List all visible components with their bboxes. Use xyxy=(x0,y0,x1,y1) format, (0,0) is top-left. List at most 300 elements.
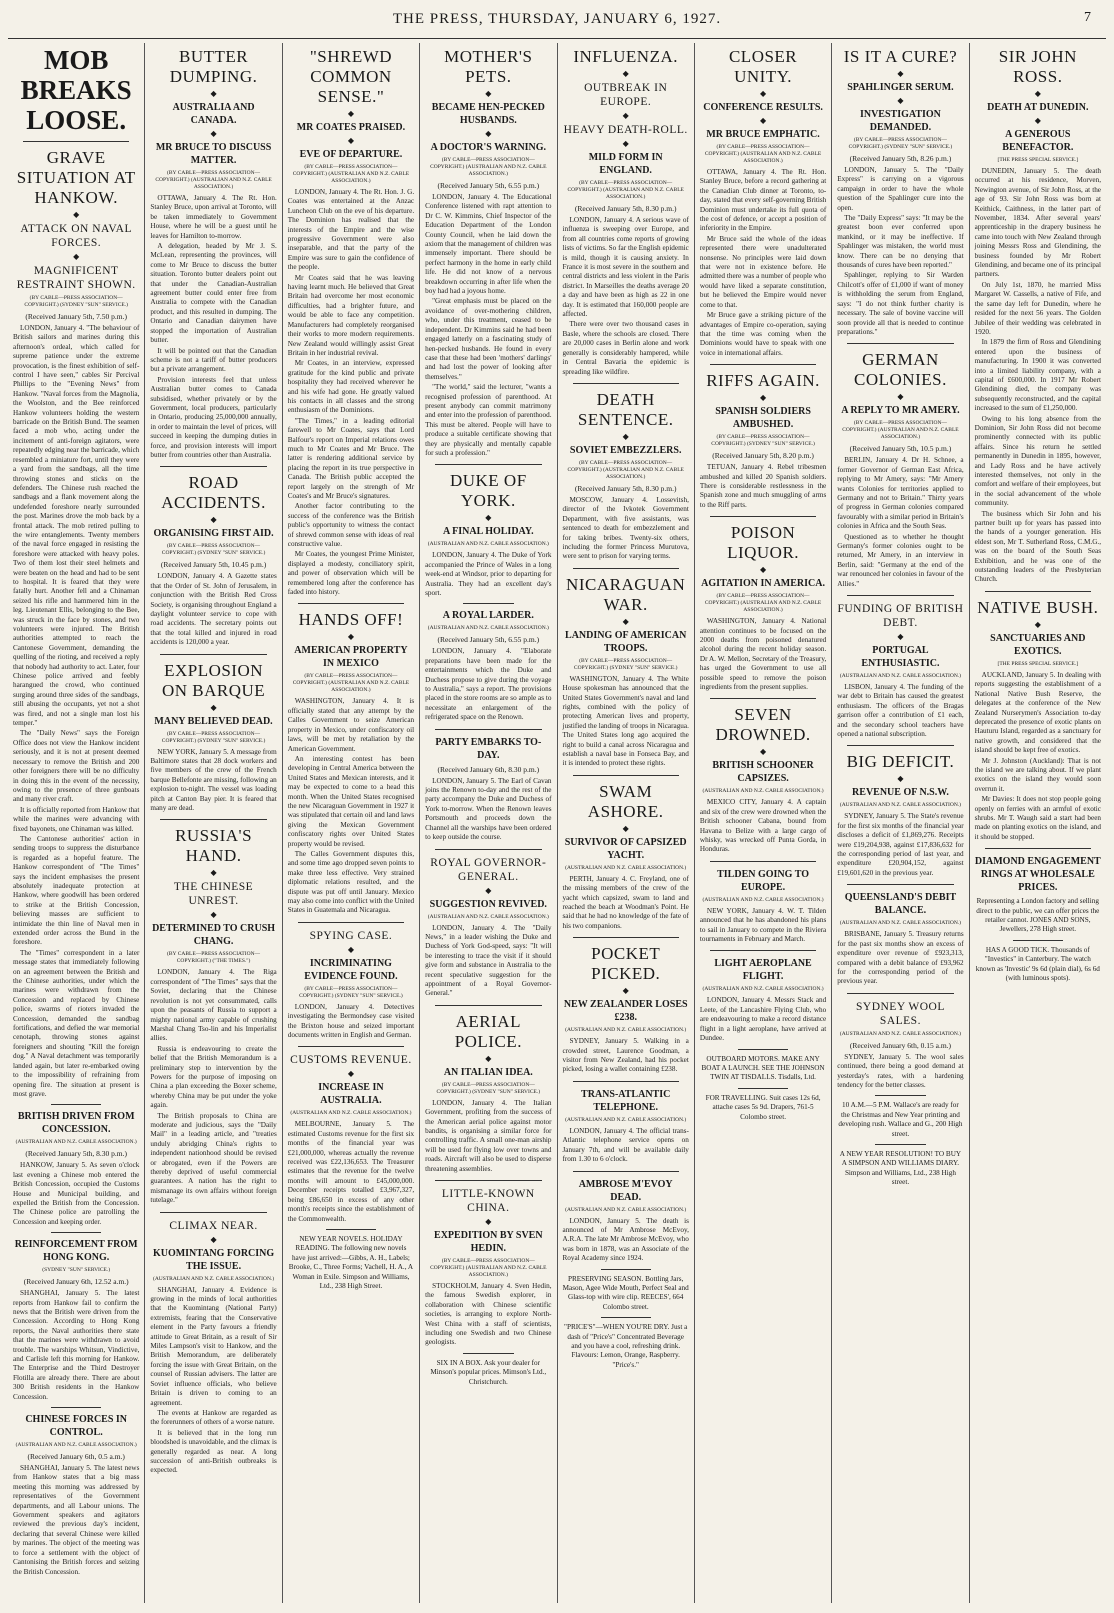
article-paragraph: LONDON, January 4. The Rt. Hon. J. G. Coates was entertained at the Anzac Luncheon Club on the eve of his departure. The Dominion has realised that the interests of the Empire and the wise progressive Government were also inseparable, and that the party of the Empire was sure to gain the confidence of the people. xyxy=(287,188,415,272)
advertisement-text: "PRICE'S"—WHEN YOU'RE DRY. Just a dash of "Price's" Concentrated Beverage and you have a cool, refreshing drink. Flavours: Lemon, Orange, Raspberry. "Price's." xyxy=(564,1323,688,1369)
received-line: (Received January 5th, 10.5 p.m.) xyxy=(849,444,952,454)
agency-credit: (AUSTRALIAN AND N.Z. CABLE ASSOCIATION.) xyxy=(427,541,549,548)
subheading: CONFERENCE RESULTS. xyxy=(703,102,823,113)
subheading: INVESTIGATION DEMANDED. xyxy=(859,109,941,133)
section-ornament-icon: ◆ xyxy=(485,129,492,138)
article-paragraph: Spahlinger, replying to Sir Warden Chilcott's offer of £1,000 if want of money is withholding the serum from England, says: "I do not think further charity is necessary. The sale of bovine vaccine will soon provide all that is needed to continue preparations." xyxy=(837,271,964,336)
headline: NICARAGUAN WAR. xyxy=(566,574,686,614)
agency-credit: (BY CABLE—PRESS ASSOCIATION—COPYRIGHT.) (SYDNEY "SUN" SERVICE.) xyxy=(711,434,815,448)
column-rule xyxy=(573,775,679,776)
subheadline: LITTLE-KNOWN CHINA. xyxy=(441,1188,535,1214)
advertisement-text: PRESERVING SEASON. Bottling Jars, Mason, Agee Wide Mouth, Perfect Seal and Glass-top with wire clip. REECES', 664 Colombo street. xyxy=(562,1274,689,1311)
article-paragraph: "The Times," in a leading editorial farewell to Mr Coates, says that Lord Balfour's report on Imperial relations owes much to Mr Coates and Mr Bruce. The latter is rendering additional service by placing the report in its true perspective in Canada. The British public accepted the report largely on the strength of Mr Coates's and Mr Bruce's signatures. xyxy=(287,416,415,500)
article-paragraph: LONDON, January 4. The official trans-Atlantic telephone service opens on January 7th, and will be available daily from 1.30 to 6 o'clock. xyxy=(562,1126,689,1164)
column-rule xyxy=(738,1049,788,1050)
column-rule xyxy=(601,1317,651,1318)
article-paragraph: The events at Hankow are regarded as the forerunners of others of a worse nature. xyxy=(150,1408,277,1427)
agency-credit: (BY CABLE—PRESS ASSOCIATION—COPYRIGHT.) (AUSTRALIAN AND N.Z. CABLE ASSOCIATION.) xyxy=(842,420,959,441)
agency-credit: (AUSTRALIAN AND N.Z. CABLE ASSOCIATION.) xyxy=(839,1030,962,1037)
subheading: A ROYAL LARDER. xyxy=(442,610,534,622)
column-rule xyxy=(710,364,816,365)
received-line: (Received January 6th, 0.5 a.m.) xyxy=(27,1452,125,1462)
received-line: (Received January 5th, 8.20 p.m.) xyxy=(712,451,814,461)
section-ornament-icon: ◆ xyxy=(1034,619,1041,629)
subheadline: MAGNIFICENT RESTRAINT SHOWN. xyxy=(16,265,136,291)
subheading: EXPEDITION BY SVEN HEDIN. xyxy=(434,1230,543,1254)
article-paragraph: The British proposals to China are moderate and judicious, says the "Daily Mail" in a leading article, and "treaties unduly abridging China's rights to independent nationhood should be revised or abrogated, even if the Powers are thereby deprived of useful commercial guarantees. A nation has the right to mismanage its own affairs without foreign tutelage." xyxy=(150,1111,277,1205)
section-ornament-icon: ◆ xyxy=(485,1053,492,1063)
subheading: MR COATES PRAISED. xyxy=(296,122,406,133)
subheading: SPAHLINGER SERUM. xyxy=(847,82,954,93)
agency-credit: (AUSTRALIAN AND N.Z. CABLE ASSOCIATION.) xyxy=(839,802,962,809)
subheading: SANCTUARIES AND EXOTICS. xyxy=(990,632,1086,657)
article-paragraph: It is officially reported from Hankow that while the marines were advancing with fixed bayonets, one Chinaman was killed. xyxy=(13,805,140,833)
section-ornament-icon: ◆ xyxy=(897,392,904,402)
column-rule xyxy=(435,1180,541,1181)
article-paragraph: PERTH, January 4. C. Freyland, one of the missing members of the crew of the yacht which capsized, swam to land and reached the beach at Woodman's Point. He said that he had no knowledge of the fate of his two companions. xyxy=(562,874,689,930)
agency-credit: (AUSTRALIAN AND N.Z. CABLE ASSOCIATION.) xyxy=(565,1206,687,1213)
column-rule xyxy=(710,950,816,951)
article-paragraph: Mr Coates said that he was leaving having learnt much. He believed that Great Britain had overcome her most economic difficulties, had a brighter future, and would be able to face any competition. Manufacturers had completely reorganised their works to more modern requirements. New Zealand would willingly assist Great Britain in her industrial revival. xyxy=(287,273,415,357)
subheadline: CUSTOMS REVENUE. xyxy=(290,1054,412,1067)
subheading: DIAMOND ENGAGEMENT RINGS AT WHOLESALE PRICES. xyxy=(974,856,1101,894)
article-paragraph: The Cantonese authorities' action in sending troops to suppress the disturbance is regarded as a hopeful feature. The Hankow correspondent of "The Times" says the incident emphasises the present absolutely inadequate protection at Hankow, where goodwill has been ordered to strike at the British Concession, believing masses are sufficient to intimidate the thin line of Naval men in extended order across the Bund in the foreshore. xyxy=(13,834,140,947)
article-paragraph: SYDNEY, January 5. The wool sales continued, there being a good demand at yesterday's rates, with a hardening tendency for the better classes. xyxy=(837,1052,964,1089)
column-rule xyxy=(601,1269,651,1270)
article-paragraph: Mr Davies: It does not stop people going openly on ferries with an armful of exotic shrubs. Mr T. Waugh said a start had been made on planting exotics on the island, and it should be stopped. xyxy=(974,795,1101,841)
advertisement-text: OUTBOARD MOTORS. MAKE ANY BOAT A LAUNCH. SEE THE JOHNSON TWIN AT TISDALLS. Tisdalls, Ltd. xyxy=(701,1054,825,1082)
subheading: KUOMINTANG FORCING THE ISSUE. xyxy=(152,1247,275,1272)
subheading: LANDING OF AMERICAN TROOPS. xyxy=(565,629,687,654)
article-paragraph: OTTAWA, January 4. The Rt. Hon. Stanley Bruce, upon arrival at Toronto, will be taken immediately to Government House, where he will be a guest until he leaves for Hamilton to-morrow. xyxy=(150,194,277,240)
column-rule xyxy=(573,937,679,938)
column-rule xyxy=(51,1232,101,1233)
advertisement-text: SIX IN A BOX. Ask your dealer for Minson's popular prices. Mimson's Ltd., Christchurch. xyxy=(430,1358,547,1386)
column-rule xyxy=(847,884,953,885)
headline: GERMAN COLONIES. xyxy=(854,350,947,390)
column-rule xyxy=(160,466,266,467)
article-paragraph: OTTAWA, January 4. The Rt. Hon. Stanley Bruce, before a record gathering at the Canadian Club dinner at Toronto, to-day, stated that every self-governing British Dominion must undertake its full quota of the cost of defence, or accept a position of inferiority in the Empire. xyxy=(699,168,827,233)
agency-credit: (BY CABLE—PRESS ASSOCIATION—COPYRIGHT.) (SYDNEY "SUN" SERVICE.) xyxy=(573,657,678,671)
subheading: A GENEROUS BENEFACTOR. xyxy=(1002,129,1074,153)
news-column-8 xyxy=(970,43,1106,1603)
article-paragraph: On July 1st, 1870, he married Miss Margaret W. Cassells, a native of Fife, and the same day left for Dunedin, where he resided for the next 56 years. The Golden Jubilee of their wedding was celebrated in 1920. xyxy=(974,280,1101,336)
section-ornament-icon: ◆ xyxy=(485,89,492,98)
agency-credit: (BY CABLE—PRESS ASSOCIATION—COPYRIGHT.) (SYDNEY "SUN" SERVICE.) xyxy=(161,543,266,557)
article-paragraph: TETUAN, January 4. Rebel tribesmen ambushed and killed 20 Spanish soldiers. There is considerable restlessness in the Spanish zone and much smuggling of arms to the Riff parts. xyxy=(699,463,827,509)
advertisement-text: A NEW YEAR RESOLUTION! TO BUY A SIMPSON AND WILLIAMS DIARY. Simpson and Williams, Ltd., 238 High street. xyxy=(839,1149,962,1187)
section-ornament-icon: ◆ xyxy=(622,139,629,148)
subheading: MILD FORM IN ENGLAND. xyxy=(588,152,663,176)
received-line: (Received January 6th, 8.30 p.m.) xyxy=(437,764,540,774)
article-paragraph: There were over two thousand cases in Basle, where the schools are closed. There are 20,000 cases in Berlin alone and work generally is considerably hampered, while in Central Bavaria the epidemic is spreading like wildfire. xyxy=(562,320,689,376)
received-line: (Received January 5th, 6.55 p.m.) xyxy=(437,635,540,645)
agency-credit: (AUSTRALIAN AND N.Z. CABLE ASSOCIATION.) xyxy=(702,986,824,993)
column-rule xyxy=(573,383,679,384)
article-paragraph: SYDNEY, January 5. Walking in a crowded street, Laurence Goodman, a visitor from New Zealand, had his pocket picked, losing a wallet containing £238. xyxy=(562,1037,689,1074)
section-ornament-icon: ◆ xyxy=(897,69,904,78)
column-rule xyxy=(847,993,953,994)
received-line: (Received January 6th, 0.15 a.m.) xyxy=(849,1040,952,1050)
agency-credit: (AUSTRALIAN AND N.Z. CABLE ASSOCIATION.) xyxy=(839,920,962,927)
section-ornament-icon: ◆ xyxy=(897,632,904,641)
subheading: BECAME HEN-PECKED HUSBANDS. xyxy=(431,102,545,126)
section-ornament-icon: ◆ xyxy=(210,868,217,878)
section-ornament-icon: ◆ xyxy=(210,910,217,920)
column-rule xyxy=(298,922,404,923)
article-paragraph: BRISBANE, January 5. Treasury returns for the past six months show an excess of expenditure over revenue of £923,313, compared with a debit balance of £93,962 for the corresponding period of the previous year. xyxy=(837,930,964,986)
advertisement-text: Representing a London factory and selling direct to the public, we can offer prices the retailer cannot. JONES AND SONS, Jewellers, 278 High street. xyxy=(976,897,1100,934)
subheading: PORTUGAL ENTHUSIASTIC. xyxy=(861,645,940,669)
article-paragraph: LONDON, January 5. The "Daily Express" is carrying on a vigorous campaign in order to have the whole question of the Spahlinger cure into the open. xyxy=(837,166,964,212)
article-paragraph: LONDON, January 4. A serious wave of influenza is sweeping over Europe, and from all countries come reports of growing lists of victims. So far the English epidemic is mild, though it is causing anxiety. In France it is most severe in the southern and central districts and less violent in the Paris district. In Marseilles the deaths average 20 a day and have been as high as 22 in one day. It is estimated that 160,000 people are affected. xyxy=(562,216,689,319)
subheading: ORGANISING FIRST AID. xyxy=(153,528,274,540)
subheading: REINFORCEMENT FROM HONG KONG. xyxy=(14,1239,138,1264)
section-ornament-icon: ◆ xyxy=(210,1234,217,1244)
section-ornament-icon: ◆ xyxy=(622,431,629,441)
column-rule xyxy=(435,849,541,850)
headline: DEATH SENTENCE. xyxy=(577,389,674,429)
received-line: (Received January 5th, 7.50 p.m.) xyxy=(25,312,127,321)
headline: EXPLOSION ON BARQUE xyxy=(161,660,266,700)
headline: "SHREWD COMMON SENSE." xyxy=(309,47,393,106)
headline: MOB BREAKS LOOSE. xyxy=(20,45,132,135)
section-ornament-icon: ◆ xyxy=(622,823,629,833)
subheading: CHINESE FORCES IN CONTROL. xyxy=(25,1414,128,1439)
section-ornament-icon: ◆ xyxy=(622,616,629,626)
article-paragraph: LONDON, January 4. Detectives investigating the Bermondsey case visited the Brixton house and seized important documents written in English and German. xyxy=(287,1002,415,1040)
headline: BIG DEFICIT. xyxy=(846,752,955,772)
agency-credit: (BY CABLE—PRESS ASSOCIATION—COPYRIGHT.) (SYDNEY "SUN" SERVICE.) xyxy=(299,985,403,999)
section-ornament-icon: ◆ xyxy=(347,944,355,954)
section-ornament-icon: ◆ xyxy=(622,69,629,78)
agency-credit: (AUSTRALIAN AND N.Z. CABLE ASSOCIATION.) xyxy=(565,864,687,871)
article-paragraph: Mr Coates, the youngest Prime Minister, displayed a modesty, conciliatory spirit, and power of observation which will be remembered long after the conference has faded into history. xyxy=(287,550,415,597)
agency-credit: (BY CABLE—PRESS ASSOCIATION—COPYRIGHT.) (AUSTRALIAN AND N.Z. CABLE ASSOCIATION.) xyxy=(704,144,822,164)
column-rule xyxy=(160,654,266,655)
article-paragraph: MOSCOW, January 4. Lossevitsh, director of the Ivkotek Government Department, with five assistants, was sentenced to death for embezzlement and for taking bribes. Twenty-six others, including the former Princess Murutova, were sent to prison for varying terms. xyxy=(562,495,689,561)
column-rule xyxy=(847,595,953,596)
article-paragraph: The "Daily Express" says: "It may be the greatest boon ever conferred upon mankind, or it may be ineffective. If Spahlinger was mistaken, the world must know. There can be no denying that thousands of cures have been reported." xyxy=(837,214,964,270)
news-column-5 xyxy=(558,43,695,1603)
section-ornament-icon: ◆ xyxy=(347,136,355,145)
masthead xyxy=(8,0,1106,39)
subheadline: ROYAL GOVERNOR-GENERAL. xyxy=(430,856,547,883)
article-paragraph: SHANGHAI, January 4. Evidence is growing in the minds of local authorities that the Kuomintang (National Party) extremists, fearing that the Conservative element in the Party favours a friendly attitude to Great Britain, as a result of Sir Miles Lampson's visit to Hankow, and the British Memorandum, are deliberately forcing the issue with Great Britain, on the counsel of Russian advisers. The latter are Soviet influence officials, who believe Britain is driven to coming to an agreement. xyxy=(150,1285,277,1407)
agency-credit: (AUSTRALIAN AND N.Z. CABLE ASSOCIATION.) xyxy=(427,625,549,632)
subheadline: CLIMAX NEAR. xyxy=(169,1219,258,1232)
column-rule xyxy=(875,1095,925,1096)
subheading: SOVIET EMBEZZLERS. xyxy=(569,444,682,456)
agency-credit: (BY CABLE—PRESS ASSOCIATION—COPYRIGHT.) (SYDNEY "SUN" SERVICE.) xyxy=(436,1081,541,1095)
section-ornament-icon: ◆ xyxy=(622,111,629,120)
headline: RIFFS AGAIN. xyxy=(706,371,820,391)
column-rule xyxy=(710,698,816,699)
article-paragraph: SHANGHAI, January 5. The latest news from Hankow states that a big mass meeting this morning was addressed by representatives of the Government departments, and all Labour unions. The Government speakers and agitators reviewed the previous day's incident, declaring that several Chinese were killed by marines. The object of the meeting was to force a settlement with the object of Cantonising the British forces and seizing the British Concession. xyxy=(13,1464,140,1576)
agency-credit: (BY CABLE—PRESS ASSOCIATION—COPYRIGHT.) (AUSTRALIAN AND N.Z. CABLE ASSOCIATION.) xyxy=(567,459,684,480)
agency-credit: (BY CABLE—PRESS ASSOCIATION—COPYRIGHT.) (AUSTRALIAN AND N.Z. CABLE ASSOCIATION.) xyxy=(430,157,547,177)
article-paragraph: LISBON, January 4. The funding of the war debt to Britain has caused the greatest enthusiasm. The officers of the Bragas garrison offer a contribution of £1 each, and the secondary school teachers have opened a national subscription. xyxy=(837,683,964,739)
column-rule xyxy=(23,141,129,142)
received-line: (Received January 5th, 8.30 p.m.) xyxy=(574,204,677,213)
headline: CLOSER UNITY. xyxy=(728,47,798,86)
column-rule xyxy=(51,1407,101,1408)
headline: AERIAL POLICE. xyxy=(454,1011,522,1051)
column-rule xyxy=(710,516,816,517)
received-line: (Received January 5th, 6.55 p.m.) xyxy=(437,181,540,190)
subheading: AUSTRALIA AND CANADA. xyxy=(172,102,255,126)
subheading: AMERICAN PROPERTY IN MEXICO xyxy=(294,645,408,670)
column-rule xyxy=(847,745,953,746)
subheading: INCRIMINATING EVIDENCE FOUND. xyxy=(304,957,398,982)
subheading: BRITISH SCHOONER CAPSIZES. xyxy=(712,760,814,785)
advertisement-text: 10 A.M.—5 P.M. Wallace's are ready for the Christmas and New Year printing and developing rush. Wallace and G., 200 High street. xyxy=(838,1101,963,1138)
headline: DUKE OF YORK. xyxy=(449,471,527,511)
agency-credit: (AUSTRALIAN AND N.Z. CABLE ASSOCIATION.) xyxy=(15,1442,137,1449)
headline: SEVEN DROWNED. xyxy=(715,705,811,745)
page-number: 7 xyxy=(1084,10,1092,25)
headline: INFLUENZA. xyxy=(573,47,678,66)
received-line: (Received January 5th, 8.30 p.m.) xyxy=(25,1149,127,1159)
article-paragraph: LONDON, January 4. The "Daily News," in a leader wishing the Duke and Duchess of York God-speed, says: "It will be interesting to trace the visit if it should give form and substance in Australia to the recent speculative suggestion for the appointment of a Royal Governor-General." xyxy=(425,923,552,998)
agency-credit: (BY CABLE—PRESS ASSOCIATION—COPYRIGHT.) (AUSTRALIAN AND N.Z. CABLE ASSOCIATION.) xyxy=(567,180,684,200)
article-paragraph: An interesting contest has been developing in Central America between the United States and Mexican interests, and it may be expected to come to a head this month. When the United States recognised the new Nicaraguan Government in 1927 it was stipulated that certain oil and land laws giving the Mexican Government confiscatory rights over United States property would be revised. xyxy=(287,754,415,848)
subheadline: HEAVY DEATH-ROLL. xyxy=(563,124,688,136)
agency-credit: (AUSTRALIAN AND N.Z. CABLE ASSOCIATION.) xyxy=(565,1116,687,1123)
subheadline: OUTBREAK IN EUROPE. xyxy=(584,82,668,108)
column-rule xyxy=(160,819,266,820)
headline: SWAM ASHORE. xyxy=(587,781,664,821)
headline: SIR JOHN ROSS. xyxy=(998,47,1077,86)
subheading: AN ITALIAN IDEA. xyxy=(443,1066,533,1078)
article-paragraph: Another factor contributing to the success of the conference was the British public's opportunity to witness the contact of shrewd common sense with ideas of real constructive value. xyxy=(287,502,415,549)
subheading: SPANISH SOLDIERS AMBUSHED. xyxy=(715,406,811,431)
subheading: MANY BELIEVED DEAD. xyxy=(154,715,273,727)
article-paragraph: Provision interests feel that unless Australian butter comes to Canada subsidised, whether privately or by the Government, local producers, particularly in Ontario, producing 25,000,000 annually, in order to maintain the level of prices, will succeed in keeping the dumping duties in force, and provision interests will import butter from countries other than Australia. xyxy=(150,375,277,459)
article-paragraph: The business which Sir John and his partner built up for years has passed into the hands of a younger generation. His eldest son, Mr T. Sutherland Ross, C.M.G., was on the board of the South Seas Exhibition, and he was one of the outstanding leaders of the Presbyterian Church. xyxy=(974,509,1101,584)
section-ornament-icon: ◆ xyxy=(210,515,217,525)
section-ornament-icon: ◆ xyxy=(897,96,904,105)
column-rule xyxy=(298,603,404,604)
article-paragraph: WASHINGTON, January 4. National attention continues to be focused on the 2000 deaths from poisoned denatured alcohol during the recent holiday season. Dr A. W. Mellon, Secretary of the Treasury, has urged the Government to use all possible speed to remove the poison ingredients from the present supplies. xyxy=(699,617,827,691)
agency-credit: (BY CABLE—PRESS ASSOCIATION—COPYRIGHT.) (AUSTRALIAN AND N.Z. CABLE ASSOCIATION.) xyxy=(292,164,410,184)
news-column-3 xyxy=(283,43,420,1603)
article-paragraph: LONDON, January 4. "The behaviour of British sailors and marines during this afternoon's ordeal, which called for supreme patience under the extreme provocation, is the finest exhibition of self-control I have seen," cables Sir Percival Phillips to the "Evening News" from Hankow. "Naval forces from the Magnolia, the Woolston, and the Bee reinforced Hankow volunteers holding the western barricade on the British Bund. The seamen faced a mob who, acting under the incitement of anti-foreign agitators, were repeatedly edging near the barricade, which resembled a miniature fort, until they were a yard from the sandbags, all the time throwing stones and sticks on the defenders. The Chinese rush reached the sandbags and a flank movement along the undefended foreshore nearly surrounded the post. Marines drove the mob back by a frontal attack. The mob retired pulling to the wire entanglements. Twenty members of the naval force engaged in resisting the foreshore were attacked with heavy poles. Two of them lost their steel helmets and were beaten on the head and had to be sent to hospital. It is feared that they were fatally hurt. Another fell and a Chinaman seized his rifle and hammered him in the leg. Lieutenant Ellis, belonging to the Bee, was struck in the face by stones, and two volunteers were injured. The British authorities attempted to reach the Cantonese Government, demanding the quelling of the rioting, and received a reply that nobody had authority to act. Later, four Chinese police arrived and feebly harangued the crowd, who continued surging around three sides of the sandbags, still abusing the occupants, yet not a shot was fired, and not a single man lost his temper." xyxy=(13,324,140,728)
column-rule xyxy=(51,1104,101,1105)
subheading: EVE OF DEPARTURE. xyxy=(299,149,403,160)
section-ornament-icon: ◆ xyxy=(73,210,80,219)
article-paragraph: HANKOW, January 5. As seven o'clock last evening a Chinese mob entered the British Concession, occupied the Customs House and Municipal building, and expelled the British from the Concession. The Chinese police are patrolling the Concession and keeping order. xyxy=(13,1161,140,1226)
subheading: TILDEN GOING TO EUROPE. xyxy=(717,868,809,893)
article-paragraph: Mr Bruce said the whole of the ideas represented there were unadulterated nonsense. No principles were laid down that were not in existence before. He admitted there was a number of people who would have liked a separate constitution, but he believed the Empire would never come to that. xyxy=(699,234,827,309)
article-paragraph: STOCKHOLM, January 4. Sven Hedin, the famous Swedish explorer, in collaboration with Chinese scientific societies, is arranging to explore North-West China with a staff of scientists, including one Swedish and two Chinese geologists. xyxy=(425,1282,552,1347)
column-rule xyxy=(463,1353,513,1354)
agency-credit: (BY CABLE—PRESS ASSOCIATION—COPYRIGHT.) (SYDNEY "SUN" SERVICE.) xyxy=(24,295,128,308)
headline: POISON LIQUOR. xyxy=(727,523,800,563)
news-column-6 xyxy=(695,43,832,1603)
section-ornament-icon: ◆ xyxy=(210,89,217,98)
article-paragraph: LONDON, January 4. A Gazette states that the Order of St. John of Jerusalem, in conjunction with the British Red Cross Society, is organising throughout England a daylight volunteer service to cope with road accidents. The secretary points out that the total killed and injured in road accidents is 120,000 a year. xyxy=(150,572,277,647)
headline: RUSSIA'S HAND. xyxy=(175,826,253,866)
article-paragraph: AUCKLAND, January 5. In dealing with reports suggesting the establishment of a National Native Bush Reserve, the delegates at the conference of the New Zealand Nurserymen's Association to-day deprecated the presence of exotic plants on Hauturu Island, regarded as a sanctuary for native growth, and considered that the island should be kept free of exotics. xyxy=(974,670,1101,755)
article-paragraph: Questioned as to whether he thought Germany's former colonies ought to be returned, Mr Amery, in an interview in Berlin, said: "Germany at the end of the war renounced her colonies in favour of the Allies." xyxy=(837,532,964,588)
article-paragraph: Russia is endeavouring to create the belief that the British Memorandum is a preliminary step to intervention by the Powers for the purpose of imposing on China a plan exceeding the Boxer scheme, whereby China may be put under the yoke again. xyxy=(150,1044,277,1110)
received-line: (Received January 5th, 8.30 p.m.) xyxy=(574,483,677,493)
section-ornament-icon: ◆ xyxy=(347,109,355,118)
article-paragraph: The "Times" correspondent in a later message states that immediately following on an agreement between the British and the Chinese authorities, under which the marines were withdrawn from the Concession and replaced by Chinese police, swarms of rioters invaded the Concession, demanded the sandbag fortifications, and defied the war memorial cenotaph, throwing stones against foreigners and shouting "Kill the foreign dog." A Naval detachment was temporarily landed again, but later re-embarked owing to the impossibility of refraining from opening fire. The situation at present is most grave. xyxy=(13,948,140,1098)
received-line: (Received January 6th, 12.52 a.m.) xyxy=(23,1277,129,1287)
subheading: DEATH AT DUNEDIN. xyxy=(987,102,1089,113)
article-paragraph: NEW YORK, January 5. A message from Baltimore states that 28 dock workers and five members of the crew of the French barque Bellefonte are missing, following an explosion to-night. The vessel was loading pitch at Canton Bay pier. It is feared that many are dead. xyxy=(150,747,277,813)
article-paragraph: Mr Bruce gave a striking picture of the advantages of Empire co-operation, saying that the time was coming when the Dominions would have to speak with one voice in international affairs. xyxy=(699,311,827,357)
article-paragraph: MELBOURNE, January 5. The estimated Customs revenue for the first six months of the financial year was £21,000,000, whereas actually the revenue received was £22,136,653. The Treasurer estimates that the revenue for the twelve months will amount to £45,000,000. December receipts totalled £3,967,327, being £86,650 in excess of any other month's receipts since the establishment of the Commonwealth. xyxy=(287,1120,415,1223)
article-paragraph: Mr Coates, in an interview, expressed gratitude for the kind public and private hospitality they had received wherever he and his wife had gone. He greatly valued his contacts in all classes and the strong enthusiasm of the Dominions. xyxy=(287,359,415,415)
column-rule xyxy=(847,343,953,344)
section-ornament-icon: ◆ xyxy=(759,565,767,575)
article-paragraph: WASHINGTON, January 4. It is officially stated that any attempt by the Calles Government to seize American property in Mexico, under confiscatory oil laws, will be met by retaliation by the American Government. xyxy=(287,697,415,753)
subheadline: SPYING CASE. xyxy=(309,929,393,942)
column-rule xyxy=(710,861,816,862)
section-ornament-icon: ◆ xyxy=(1034,89,1041,98)
agency-credit: [THE PRESS SPECIAL SERVICE.] xyxy=(997,660,1079,667)
agency-credit: (AUSTRALIAN AND N.Z. CABLE ASSOCIATION.) xyxy=(565,1027,687,1034)
section-ornament-icon: ◆ xyxy=(622,986,629,996)
headline: GRAVE SITUATION AT HANKOW. xyxy=(16,148,136,207)
section-ornament-icon: ◆ xyxy=(347,632,355,642)
subheadline: FUNDING OF BRITISH DEBT. xyxy=(837,603,964,629)
subheading: LIGHT AEROPLANE FLIGHT. xyxy=(714,958,812,983)
headline: HANDS OFF! xyxy=(298,610,404,630)
article-paragraph: BERLIN, January 4. Dr H. Schnee, a former Governor of German East Africa, replying to Mr Amery, says: "Mr Amery wants Colonies for territories applied to Germany and not to Britain." Thirty years of progress in German colonies compared favourably with a similar period in Britain's colonies in Africa and the South Seas. xyxy=(837,456,964,531)
headline: ROAD ACCIDENTS. xyxy=(161,473,266,513)
subheading: MR BRUCE EMPHATIC. xyxy=(706,129,820,140)
advertisement-text: FOR TRAVELLING. Suit cases 12s 6d, attache cases 5s 9d. Drapers, 761-5 Colombo street. xyxy=(705,1093,821,1121)
subheading: QUEENSLAND'S DEBIT BALANCE. xyxy=(844,892,957,917)
section-ornament-icon: ◆ xyxy=(485,513,492,523)
column-rule xyxy=(573,568,679,569)
article-paragraph: LONDON, January 4. The Educational Conference listened with rapt attention to Dr C. W. Kimmins, Chief Inspector of the Education Department of the London County Council, when he laid down the axiom that the management of children was immensely important. There should be perfect harmony in the home in early child life. He did not know of a nervous breakdown occurring in after life when the boy had had a joyous home. xyxy=(425,193,552,296)
section-ornament-icon: ◆ xyxy=(347,1069,355,1079)
subheading: A FINAL HOLIDAY. xyxy=(442,526,534,538)
column-rule xyxy=(875,1144,925,1145)
column-rule xyxy=(985,848,1091,849)
advertisement-text: NEW YEAR NOVELS. HOLIDAY READING. The following new novels have just arrived:—Gibbs, A. H., Labels; Brooke, C., Three Forms; Vachell, H. A., A Woman in Exile. Simpson and Williams, Ltd., 238 High Street. xyxy=(288,1234,414,1290)
section-ornament-icon: ◆ xyxy=(759,393,767,403)
article-paragraph: SYDNEY, January 5. The State's revenue for the first six months of the financial year discloses a deficit of £1,869,276. Receipts were £19,204,938, against £17,836,632 for the corresponding period of last year, and expenditure £20,904,152, against £19,601,620 in the previous year. xyxy=(837,812,964,877)
subheading: AMBROSE M'EVOY DEAD. xyxy=(578,1178,673,1203)
article-paragraph: SHANGHAI, January 5. The latest reports from Hankow fail to confirm the news that the British were driven from the Concession. According to Hong Kong reports, the Naval authorities there state that the marines were withdrawn to avoid trouble. The warships Whitsun, Vindictive, and Carlisle left this morning for Hankow. The Enterprise and the Third Destroyer Flotilla are already there. There are about 300 British residents in the Hankow Concession. xyxy=(13,1289,140,1401)
agency-credit: (SYDNEY "SUN" SERVICE.) xyxy=(42,1267,111,1274)
column-rule xyxy=(1013,940,1063,941)
headline: IS IT A CURE? xyxy=(843,47,958,66)
article-paragraph: It is believed that in the long run bloodshed is unavoidable, and the climax is generally regarded as near. A long succession of anti-British outbreaks is expected. xyxy=(150,1428,277,1475)
news-column-4 xyxy=(420,43,557,1603)
subheadline: SYDNEY WOOL SALES. xyxy=(856,1000,945,1027)
subheading: INCREASE IN AUSTRALIA. xyxy=(318,1082,384,1107)
column-rule xyxy=(435,729,541,730)
agency-credit: (AUSTRALIAN AND N.Z. CABLE ASSOCIATION.) xyxy=(702,896,824,903)
agency-credit: (AUSTRALIAN AND N.Z. CABLE ASSOCIATION.) xyxy=(427,913,549,920)
section-ornament-icon: ◆ xyxy=(485,1217,492,1226)
news-column-2 xyxy=(145,43,282,1603)
column-rule xyxy=(985,591,1091,592)
received-line: (Received January 5th, 10.45 p.m.) xyxy=(160,560,267,570)
subheading: TRANS-ATLANTIC TELEPHONE. xyxy=(581,1088,671,1113)
subheading: REVENUE OF N.S.W. xyxy=(852,787,949,799)
section-ornament-icon: ◆ xyxy=(897,774,904,784)
section-ornament-icon: ◆ xyxy=(1034,116,1041,125)
article-paragraph: LONDON, January 4. The Italian Government, profiting from the success of the American aerial police against motor bandits, is organising a similar force for controlling traffic. A small one-man airship will be used for flying low over towns and roads. Aircraft will also be used to disperse threatening assemblies. xyxy=(425,1098,552,1173)
agency-credit: (AUSTRALIAN AND N.Z. CABLE ASSOCIATION.) xyxy=(290,1110,412,1117)
article-paragraph: LONDON, January 5. The death is announced of Mr Ambrose McEvoy, A.R.A. The late Mr Ambrose McEvoy, who was born in 1878, was an Associate of the Royal Academy since 1924. xyxy=(562,1216,689,1263)
column-rule xyxy=(435,464,541,465)
news-column-1 xyxy=(8,43,145,1603)
article-paragraph: "The world," said the lecturer, "wants a recognised profession of parenthood. At present anybody can commit matrimony and enter into the profession of parenthood. This must be altered. People will have to produce a suitable certificate showing that they are physically and mentally capable for such a profession." xyxy=(425,383,552,457)
article-paragraph: LONDON, January 5. The Earl of Cavan joins the Renown to-day and the rest of the party accompany the Duke and Duchess of York to-morrow. When the Renown leaves Portsmouth and proceeds down the Channel all the warships have been ordered to keep outside the course. xyxy=(425,776,552,842)
subheading: SUGGESTION REVIVED. xyxy=(429,898,547,910)
agency-credit: (AUSTRALIAN AND N.Z. CABLE ASSOCIATION.) xyxy=(152,1275,275,1282)
article-paragraph: Mr J. Johnston (Auckland): That is not the island we are talking about. If we plant exotics on the island they would soon overrun it. xyxy=(974,756,1101,793)
headline: NATIVE BUSH. xyxy=(977,597,1099,617)
article-paragraph: The "Daily News" says the Foreign Office does not view the Hankow incident seriously, and it is not at present deemed necessary to remove the British and 200 other foreigners there will be no difficulty in doing this in the event of the necessity, owing to the presence of three gunboats and many river craft. xyxy=(13,729,140,804)
column-rule xyxy=(573,1171,679,1172)
section-ornament-icon: ◆ xyxy=(73,252,80,261)
article-paragraph: LONDON, January 4. Messrs Stack and Leete, of the Lancashire Flying Club, who are endeavouring to make a record distance flight in a light aeroplane, have arrived at Dundee. xyxy=(699,996,827,1043)
section-ornament-icon: ◆ xyxy=(210,702,217,712)
advertisement-text: HAS A GOOD TICK. Thousands of "Investics" in Canterbury. The watch known as 'Investic' 9s 6d (plain dial), 6s 6d (with luminous spots). xyxy=(975,945,1100,983)
article-paragraph: Owing to his long absence from the Dominion, Sir John Ross did not become prominently connected with its public affairs. Since his return he settled permanently in Dunedin in 1895, however, and Lady Ross and he have actively interested themselves, not only in the comfort and welfare of their employees, but in the social advancement of the whole community. xyxy=(974,414,1101,508)
headline: POCKET PICKED. xyxy=(591,944,661,984)
article-paragraph: LONDON, January 4. The Riga correspondent of "The Times" says that the Soviet, declaring that the Chinese revolution is not yet consummated, calls upon the peasants of Russia to support a mighty national army capable of crushing Marshal Chang Tso-lin and his Imperialist allies. xyxy=(150,968,277,1043)
agency-credit: [THE PRESS SPECIAL SERVICE.] xyxy=(997,157,1079,163)
agency-credit: (BY CABLE—PRESS ASSOCIATION—COPYRIGHT.) ("THE TIMES.") xyxy=(167,951,261,965)
section-ornament-icon: ◆ xyxy=(759,89,767,98)
article-paragraph: LONDON, January 4. "Elaborate preparations have been made for the entertainments which the Duke and Duchess propose to give during the voyage to Australia," says a report. The provisions placed in the store rooms are so ample as to necessitate an enlargement of the refrigerated space on the Renown. xyxy=(425,647,552,722)
agency-credit: (BY CABLE—PRESS ASSOCIATION—COPYRIGHT.) (SYDNEY "SUN" SERVICE.) xyxy=(848,137,953,150)
section-ornament-icon: ◆ xyxy=(759,747,767,757)
headline: MOTHER'S PETS. xyxy=(444,47,533,86)
subheading: AGITATION IN AMERICA. xyxy=(701,578,825,590)
masthead-title: THE PRESS, THURSDAY, JANUARY 6, 1927. xyxy=(392,10,722,27)
columns-container xyxy=(8,43,1106,1603)
article-paragraph: A delegation, headed by Mr J. S. McLean, representing the provinces, will come to Mr Bruce to discuss the butter situation. Toronto butter dealers point out that under the Canadian-Australian agreement butter could enter free from Australia to compete with the Canadian product, and this resulted in dumping. The Ontario and Canadian dairymen have stopped the importation of Australian butter. xyxy=(150,242,277,345)
agency-credit: (BY CABLE—PRESS ASSOCIATION—COPYRIGHT.) (AUSTRALIAN AND N.Z. CABLE ASSOCIATION.) xyxy=(155,170,272,190)
article-paragraph: The Calles Government disputes this, and some time ago dropped seven points to make three less effective. Very strained diplomatic relations resulted, and the dispute was put off until January. Mexico may also come into conflict with the United States in Guatemala and Nicaragua. xyxy=(287,849,415,915)
agency-credit: (BY CABLE—PRESS ASSOCIATION—COPYRIGHT.) (AUSTRALIAN AND N.Z. CABLE ASSOCIATION.) xyxy=(292,673,410,694)
subheading: SURVIVOR OF CAPSIZED YACHT. xyxy=(564,836,687,861)
article-paragraph: NEW YORK, January 4. W. T. Tilden announced that he has abandoned his plans to sail in January to compete in the Riviera tournaments in February and March. xyxy=(699,906,827,944)
section-ornament-icon: ◆ xyxy=(210,129,217,138)
section-ornament-icon: ◆ xyxy=(485,885,492,895)
agency-credit: (AUSTRALIAN AND N.Z. CABLE ASSOCIATION.) xyxy=(15,1139,137,1146)
subheading: NEW ZEALANDER LOSES £238. xyxy=(563,999,688,1024)
article-paragraph: WASHINGTON, January 4. The White House spokesman has announced that the United States Government's naval and land rights, combined with the policy of protecting American lives and property, justified the landing of troops in Nicaragua. The United States long ago acquired the right to build a canal across Nicaragua and establish a naval base in Fonseca Bay, and it is intended to protect these rights. xyxy=(562,674,689,768)
article-paragraph: "Great emphasis must be placed on the avoidance of over-mothering children, who, under this treatment, ceased to be independent. Dr Kimmins said he had been engaged latterly on a fascinating study of hen-pecked husbands. He found in every case that these had been 'mothers' darlings' and had lost the power of looking after themselves." xyxy=(425,297,552,381)
agency-credit: (BY CABLE—PRESS ASSOCIATION—COPYRIGHT.) (AUSTRALIAN AND N.Z. CABLE ASSOCIATION.) xyxy=(430,1258,547,1278)
subheading: PARTY EMBARKS TO-DAY. xyxy=(435,736,542,761)
agency-credit: (AUSTRALIAN AND N.Z. CABLE ASSOCIATION.) xyxy=(702,788,824,795)
received-line: (Received January 5th, 8.26 p.m.) xyxy=(849,154,952,163)
subheadline: THE CHINESE UNREST. xyxy=(173,881,254,908)
column-rule xyxy=(573,1081,679,1082)
article-paragraph: In 1879 the firm of Ross and Glendining entered upon the business of manufacturing. In 1900 it was converted into a limited liability company, with a capital of £600,000. In 1917 Mr Robert Glendining died, the company was subsequently reconstructed, and the capital increased to the sum of £1,250,000. xyxy=(974,338,1101,413)
agency-credit: (BY CABLE—PRESS ASSOCIATION—COPYRIGHT.) (AUSTRALIAN AND N.Z. CABLE ASSOCIATION.) xyxy=(704,593,822,614)
column-rule xyxy=(160,1212,266,1213)
section-ornament-icon: ◆ xyxy=(759,116,767,125)
article-paragraph: It will be pointed out that the Canadian scheme is not a tariff of butter producers but a private arrangement. xyxy=(150,346,277,374)
column-rule xyxy=(463,603,513,604)
subheading: A REPLY TO MR AMERY. xyxy=(841,405,960,417)
